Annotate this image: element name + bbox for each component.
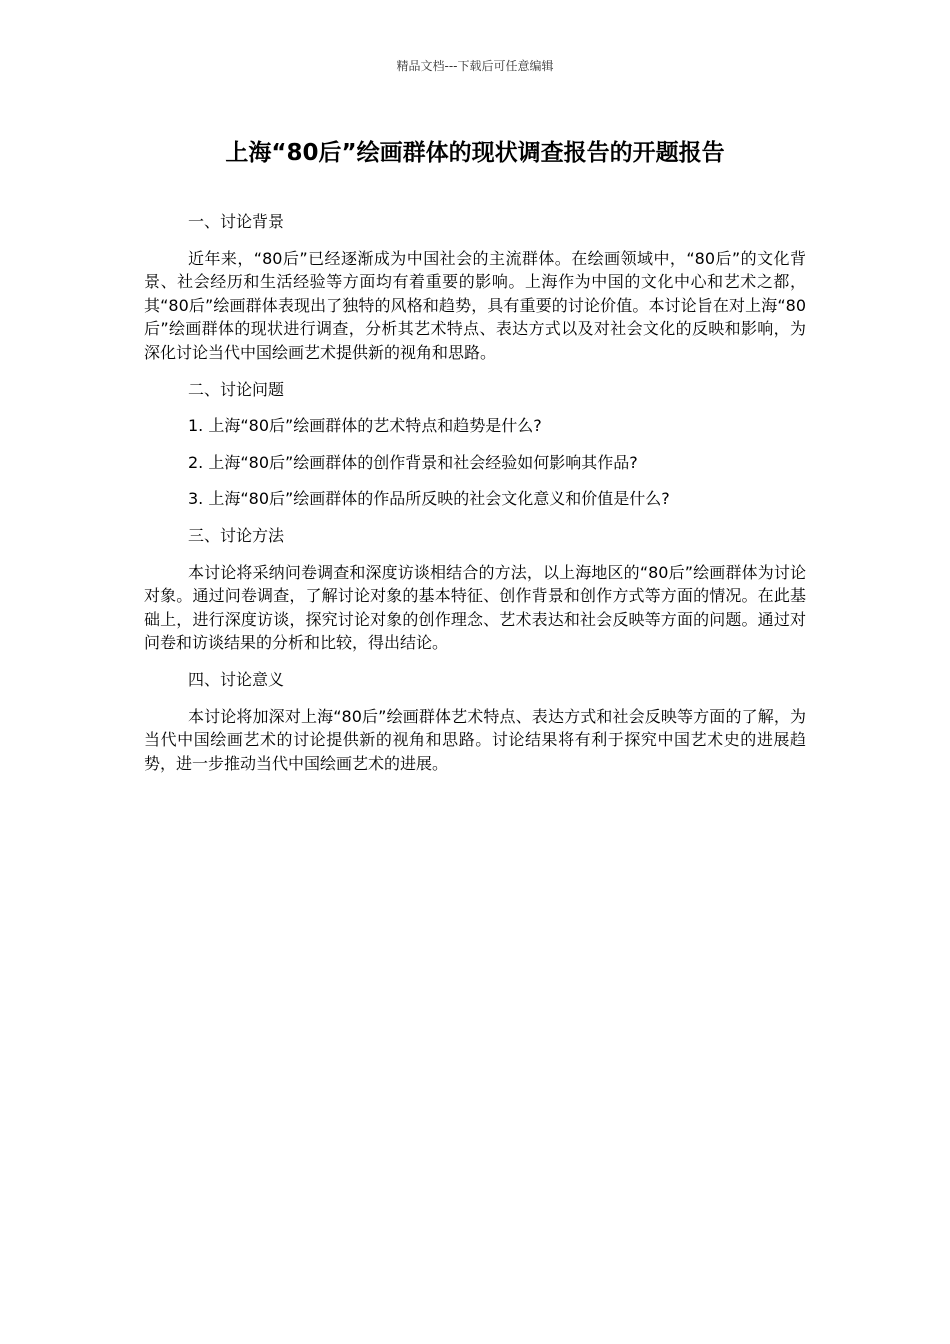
question-item-3: 3. 上海“80后”绘画群体的作品所反映的社会文化意义和价值是什么? (188, 489, 670, 509)
section-heading-background: 一、讨论背景 (188, 212, 285, 231)
section-heading-questions: 二、讨论问题 (188, 379, 285, 399)
section-heading-methods: 三、讨论方法 (188, 525, 285, 545)
section-heading-significance: 四、讨论意义 (188, 669, 285, 689)
document-body (144, 210, 806, 788)
question-item-1: 1. 上海“80后”绘画群体的艺术特点和趋势是什么? (188, 416, 542, 436)
document-title: 上海“80后”绘画群体的现状调查报告的开题报告 (225, 140, 725, 166)
question-item-2: 2. 上海“80后”绘画群体的创作背景和社会经验如何影响其作品? (188, 452, 638, 472)
header-note: 精品文档---下载后可任意编辑 (396, 59, 554, 73)
background-paragraph: 近年来，“80后”已经逐渐成为中国社会的主流群体。在绘画领域中，“80后”的文化背景、社会经历和生活经验等方面均有着重要的影响。上海作为中国的文化中心和艺术之都，其“80后”绘画群体表现出了独特的风格和趋势，具有重要的讨论价值。本讨论旨在对上海“80后”绘画群体的现状进行调查，分析其艺术特点、表达方式以及对社会文化的反映和影响，为深化讨论当代中国绘画艺术提供新的视角和思路。 (144, 248, 806, 362)
significance-paragraph: 本讨论将加深对上海“80后”绘画群体艺术特点、表达方式和社会反映等方面的了解，为当代中国绘画艺术的讨论提供新的视角和思路。讨论结果将有利于探究中国艺术史的进展趋势，进一步推动当代中国绘画艺术的进展。 (144, 706, 806, 773)
methods-paragraph: 本讨论将采纳问卷调查和深度访谈相结合的方法，以上海地区的“80后”绘画群体为讨论对象。通过问卷调查，了解讨论对象的基本特征、创作背景和创作方式等方面的情况。在此基础上，进行深度访谈，探究讨论对象的创作理念、艺术表达和社会反映等方面的问题。通过对问卷和访谈结果的分析和比较，得出结论。 (144, 562, 806, 653)
